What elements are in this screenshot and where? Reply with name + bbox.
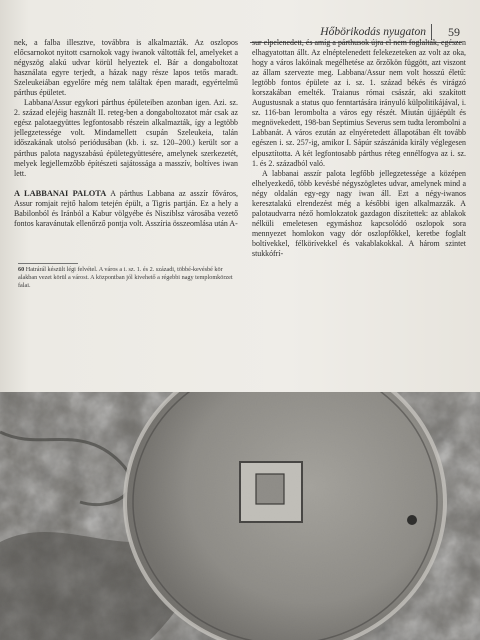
caption-number: 60 <box>18 266 25 273</box>
right-text-column <box>252 38 466 390</box>
right-paragraph: sur elpelenedett, és amíg a párthusok újra el nem foglalták, egészen elhagyatottan állt. Az elnéptelenedett felekezeteken az volt az oka, hogy a város lakóinak megélhetése az őrzőkön függött, azt viszont az állam szervezte meg. Labbana/Assur nem volt hosszú életű: legtöbb fontos épülete az i. sz. 1. század békés és virágzó korszakában emelték. Traianus római császár, aki szakított Augustusnak a status quo fenntartására irányuló külpolitikájával, i. sz. 116-ban lerombolta a város egy részét. Miután újjáépült és megnövekedett, 198-ban Septimius Severus sem tudta lerombolni a Labbanát. A város ezután az elnyéretedett állapotában élt tovább egészen i. sz. 257-ig, amikor I. Sápúr szászánida király véglegesen elpusztította. A két legfontosabb párthus réteg ennélfogva az i. sz. 1. és 2. századból való. <box>252 38 466 168</box>
photo-grain <box>0 392 480 640</box>
left-text-column <box>14 38 238 266</box>
section-title: A LABBANAI PALOTA <box>14 188 107 198</box>
left-paragraph: nek, a falba illesztve, továbbra is alkalmazták. Az oszlopos előcsarnokot nyitott csarnokok vagy iwanok váltották fel, amelyeket a négyszög alakú udvar körül helyeztek el. Bár a dongaboltozat használata egyre terjedt, a házak nagy része lapos tetős maradt. Szeleukeiában egyelőre még nem találtak épen maradt, egyértelmű párthus épületet. <box>14 38 238 98</box>
figure-caption <box>18 266 236 290</box>
right-paragraph: A labbanai asszír palota legfőbb jellegzetessége a középen elhelyezkedő, több kevésbé négyszögletes udvar, amelynek mind a négy oldalán egy-egy nagy iwan áll. Ezt a négy-iwanos keresztalakú elrendezést még a későbbi igen alkalmazzák. A palotaudvarra néző homlokzatok gazdagon díszítettek: az ablakok nélküli emeletesen egymáshoz kapcsolódó oszlopok sora mennyezet homlokon vagy dór oszlopfőkkel, keretbe foglalt boltívekkel, félkörívekkel és vakablakokkal. A három szintet stukkófrí- <box>252 168 466 258</box>
caption-text: Hatrárál készült légi felvétel. A város a i. sz. 1. és 2. századi, többé-kevésbé kör alakban vezet körül a várost. A központban jól kivehető a régebbi nagy templomkörzet falai. <box>18 266 233 289</box>
left-paragraph: Labbana/Assur egykori párthus épületeiben azonban igen. Azi. sz. 2. század elejéig használt II. reteg-ben a dongaboltozatot már csak az egész palotaegyüttes legfontosabb részein alkalmazták, így a legtöbb jellegzetessége volt. Mindamellett csupán Szeleukeia, talán időszakának utolsó periódusában (kb. i. sz. 120–200.) került sor a párthus palota nagyszabású épületegyüttesére, amelynek szerkezetét, melyek legjellemzőbb építészeti sajátossága a masszív, boltíves iwan lett. <box>14 98 238 178</box>
caption-rule <box>18 263 78 264</box>
aerial-photo-icon <box>0 392 480 640</box>
section-paragraph <box>14 189 238 229</box>
section-text: A párthus Labbana az asszír főváros, Assur romjait rejtő halom tetején épült, a Tigris partján. Ez a hely a Babilonból és Iránból a Kabur völgyébe és Nisziblsz városába vezető fontos karavánutak ellenőrző pontja volt. Asszíria összeomlása után A- <box>14 188 238 228</box>
page-number: 59 <box>448 25 460 39</box>
aerial-photo <box>0 392 480 640</box>
running-title: Hőbörikodás nyugaton <box>320 26 426 38</box>
